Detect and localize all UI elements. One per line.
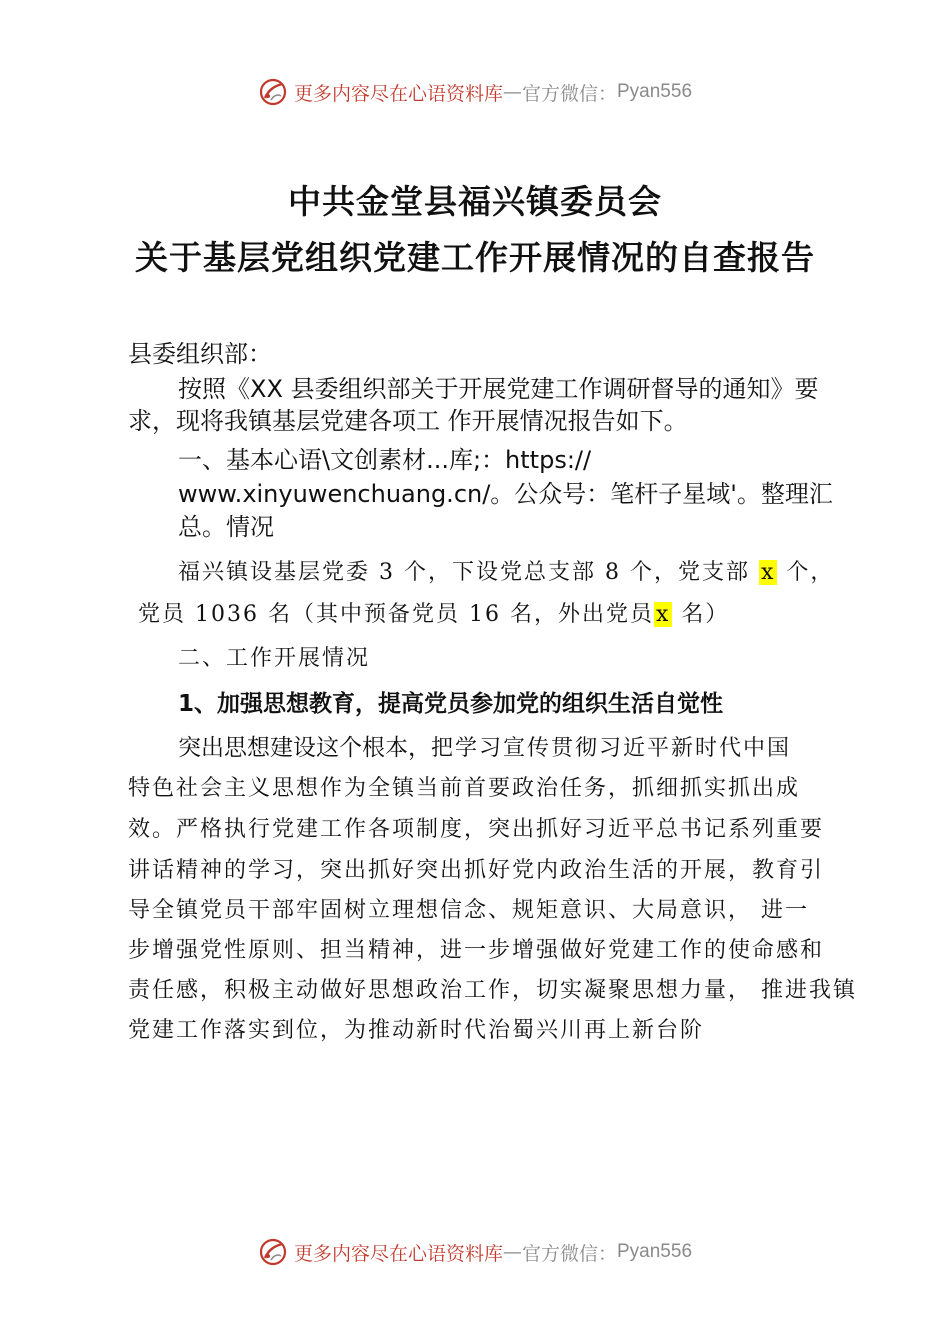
watermark-brand: 更多内容尽在心语资料库	[293, 1242, 503, 1265]
body-text: 突出思想建设这个根本，	[178, 735, 431, 761]
highlight-placeholder: x	[655, 602, 671, 627]
salutation: 县委组织部：	[128, 340, 272, 368]
watermark-handle: Pyan556	[617, 81, 693, 102]
body-line-5: 导全镇党员干部牢固树立理想信念、规矩意识、大局意识， 进一	[128, 898, 809, 923]
watermark-handle: Pyan556	[617, 1241, 693, 1262]
body-text: 把学习宣传贯彻习近平新时代中国	[431, 736, 792, 761]
watermark-label: 官方微信：	[521, 82, 617, 105]
body-line-6: 步增强党性原则、担当精神，进一步增强做好党建工作的使命感和	[128, 938, 825, 963]
section-1-line-1: 一、基本心语\文创素材...库;：https://	[178, 446, 592, 474]
basic-info-line-1	[178, 557, 834, 589]
intro-line-1: 按照《XX 县委组织部关于开展党建工作调研督导的通知》要	[178, 375, 819, 403]
basic-info-text: 福兴镇设基层党委 3 个，下设党总支部 8 个，党支部	[178, 560, 759, 585]
document-title-line-1: 中共金堂县福兴镇委员会	[288, 182, 662, 221]
document-title-line-2: 关于基层党组织党建工作开展情况的自查报告	[135, 238, 815, 277]
watermark-separator: —	[502, 81, 522, 103]
section-1-line-2: www.xinyuwenchuang.cn/。公众号：笔杆子星域'。整理汇	[178, 480, 833, 508]
watermark-label: 官方微信：	[521, 1242, 617, 1265]
body-line-2: 特色社会主义思想作为全镇当前首要政治任务，抓细抓实抓出成	[128, 776, 801, 801]
body-line-4: 讲话精神的学习，突出抓好突出抓好党内政治生活的开展，教育引	[128, 858, 825, 883]
header-watermark	[0, 72, 950, 112]
body-line-3: 效。严格执行党建工作各项制度，突出抓好习近平总书记系列重要	[128, 817, 825, 842]
basic-info-text: 个，	[777, 560, 835, 585]
basic-info-text: 党员 1036 名（其中预备党员 16 名，外出党员	[138, 602, 654, 627]
ink-brush-logo-icon	[258, 77, 288, 107]
section-2-heading: 二、工作开展情况	[178, 646, 371, 671]
section-1-line-3: 总。情况	[178, 513, 274, 541]
body-line-7: 责任感，积极主动做好思想政治工作，切实凝聚思想力量， 推进我镇	[128, 978, 857, 1003]
highlight-placeholder: x	[760, 560, 776, 585]
body-line-8: 党建工作落实到位，为推动新时代治蜀兴川再上新台阶	[128, 1018, 705, 1043]
basic-info-line-2	[138, 599, 729, 631]
basic-info-text: 名）	[672, 602, 730, 627]
footer-watermark	[0, 1232, 950, 1272]
watermark-brand: 更多内容尽在心语资料库	[293, 82, 503, 105]
intro-line-2: 求，现将我镇基层党建各项工 作开展情况报告如下。	[128, 407, 688, 435]
body-line-1	[178, 732, 791, 765]
ink-brush-logo-icon	[258, 1237, 288, 1267]
subsection-1-heading: 1、加强思想教育，提高党员参加党的组织生活自觉性	[178, 691, 724, 717]
watermark-separator: —	[502, 1241, 522, 1263]
